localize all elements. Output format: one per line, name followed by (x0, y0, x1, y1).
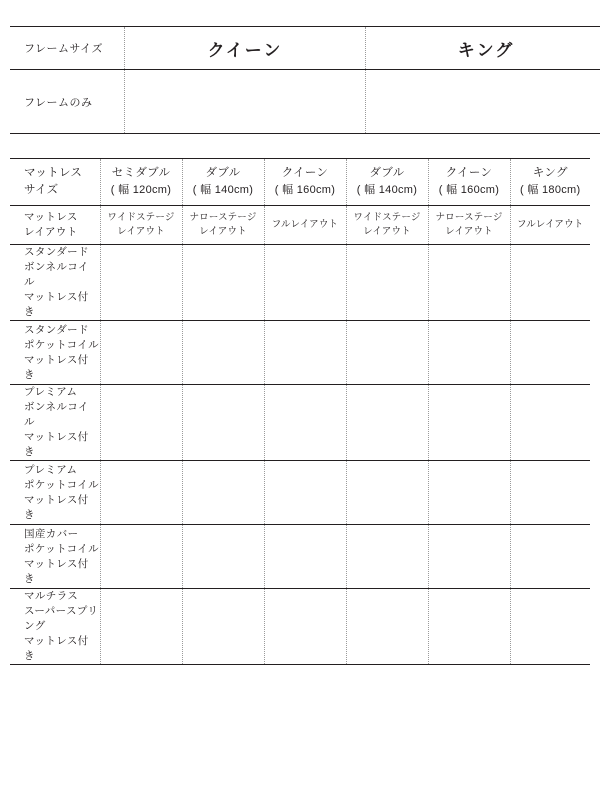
row-label-4-line3: マットレス付き (24, 493, 100, 523)
size-col-6-width: ( 幅 180cm) (511, 182, 591, 199)
mattress-size-header-label-line2: サイズ (24, 182, 100, 199)
cell-r2c5 (428, 321, 510, 385)
mattress-layout-label-line1: マットレス (24, 210, 100, 225)
size-col-3-name: クイーン (265, 165, 346, 182)
size-col-2-name: ダブル (183, 165, 264, 182)
cell-r6c1 (100, 589, 182, 665)
row-label-4 (10, 461, 100, 525)
size-col-1 (100, 159, 182, 206)
frame-size-column-queen: クイーン (125, 27, 366, 70)
cell-r2c6 (510, 321, 590, 385)
frame-size-table (10, 26, 600, 134)
layout-cell-6 (510, 206, 590, 245)
size-col-5 (428, 159, 510, 206)
cell-r2c3 (264, 321, 346, 385)
cell-r3c4 (346, 385, 428, 461)
size-col-3 (264, 159, 346, 206)
size-col-6-name: キング (511, 165, 591, 182)
cell-r2c2 (182, 321, 264, 385)
row-label-3-line3: マットレス付き (24, 430, 100, 460)
layout-cell-3-line1: フルレイアウト (265, 218, 346, 232)
size-col-2-width: ( 幅 140cm) (183, 182, 264, 199)
layout-cell-4-line2: レイアウト (347, 225, 428, 239)
cell-r6c3 (264, 589, 346, 665)
row-label-4-line1: プレミアム (24, 463, 100, 478)
table-row (10, 525, 590, 589)
frame-only-label: フレームのみ (10, 70, 125, 134)
size-col-6 (510, 159, 590, 206)
cell-r5c4 (346, 525, 428, 589)
layout-cell-2-line2: レイアウト (183, 225, 264, 239)
cell-r3c1 (100, 385, 182, 461)
row-label-3-line1: プレミアム (24, 385, 100, 400)
size-col-4 (346, 159, 428, 206)
cell-r6c5 (428, 589, 510, 665)
layout-cell-2 (182, 206, 264, 245)
layout-cell-1-line1: ワイドステージ (101, 211, 182, 225)
row-label-6-line2: スーパースプリング (24, 604, 100, 634)
cell-r4c4 (346, 461, 428, 525)
row-label-6-line1: マルチラス (24, 589, 100, 604)
table-row (10, 321, 590, 385)
cell-r3c5 (428, 385, 510, 461)
table-row (10, 385, 590, 461)
row-label-5-line1: 国産カバー (24, 527, 100, 542)
frame-size-header-row (10, 27, 600, 70)
mattress-spec-table (10, 158, 590, 665)
cell-r5c5 (428, 525, 510, 589)
cell-r4c6 (510, 461, 590, 525)
layout-cell-1 (100, 206, 182, 245)
cell-r5c2 (182, 525, 264, 589)
row-label-1-line2: ボンネルコイル (24, 260, 100, 290)
layout-cell-1-line2: レイアウト (101, 225, 182, 239)
cell-r6c2 (182, 589, 264, 665)
cell-r5c6 (510, 525, 590, 589)
cell-r1c6 (510, 245, 590, 321)
mattress-layout-label-line2: レイアウト (24, 225, 100, 240)
row-label-1-line1: スタンダード (24, 245, 100, 260)
cell-r1c4 (346, 245, 428, 321)
cell-r4c1 (100, 461, 182, 525)
row-label-1 (10, 245, 100, 321)
size-col-1-width: ( 幅 120cm) (101, 182, 182, 199)
cell-r1c1 (100, 245, 182, 321)
layout-cell-4-line1: ワイドステージ (347, 211, 428, 225)
mattress-size-header-label (10, 159, 100, 206)
frame-only-cell-queen (125, 70, 366, 134)
row-label-2-line3: マットレス付き (24, 353, 100, 383)
row-label-2-line2: ポケットコイル (24, 338, 100, 353)
cell-r3c6 (510, 385, 590, 461)
row-label-5 (10, 525, 100, 589)
cell-r4c5 (428, 461, 510, 525)
layout-cell-5-line1: ナローステージ (429, 211, 510, 225)
mattress-layout-row (10, 206, 590, 245)
cell-r3c2 (182, 385, 264, 461)
cell-r6c4 (346, 589, 428, 665)
layout-cell-2-line1: ナローステージ (183, 211, 264, 225)
row-label-1-line3: マットレス付き (24, 290, 100, 320)
cell-r3c3 (264, 385, 346, 461)
mattress-layout-label (10, 206, 100, 245)
frame-size-header-label: フレームサイズ (10, 27, 125, 70)
size-col-3-width: ( 幅 160cm) (265, 182, 346, 199)
cell-r2c1 (100, 321, 182, 385)
row-label-4-line2: ポケットコイル (24, 478, 100, 493)
cell-r5c1 (100, 525, 182, 589)
cell-r5c3 (264, 525, 346, 589)
cell-r6c6 (510, 589, 590, 665)
row-label-2-line1: スタンダード (24, 323, 100, 338)
row-label-2 (10, 321, 100, 385)
layout-cell-4 (346, 206, 428, 245)
frame-only-row (10, 70, 600, 134)
size-col-4-name: ダブル (347, 165, 428, 182)
layout-cell-5-line2: レイアウト (429, 225, 510, 239)
size-col-5-width: ( 幅 160cm) (429, 182, 510, 199)
layout-cell-5 (428, 206, 510, 245)
row-label-3 (10, 385, 100, 461)
row-label-6-line3: マットレス付き (24, 634, 100, 664)
layout-cell-6-line1: フルレイアウト (511, 218, 591, 232)
mattress-size-header-row (10, 159, 590, 206)
cell-r1c5 (428, 245, 510, 321)
size-col-2 (182, 159, 264, 206)
cell-r1c3 (264, 245, 346, 321)
row-label-5-line2: ポケットコイル (24, 542, 100, 557)
size-col-5-name: クイーン (429, 165, 510, 182)
cell-r4c3 (264, 461, 346, 525)
spec-table-page (0, 26, 600, 791)
row-label-6 (10, 589, 100, 665)
frame-only-cell-king (366, 70, 600, 134)
frame-size-column-king: キング (366, 27, 600, 70)
cell-r1c2 (182, 245, 264, 321)
size-col-1-name: セミダブル (101, 165, 182, 182)
cell-r4c2 (182, 461, 264, 525)
cell-r2c4 (346, 321, 428, 385)
size-col-4-width: ( 幅 140cm) (347, 182, 428, 199)
mattress-size-header-label-line1: マットレス (24, 165, 100, 182)
table-row (10, 245, 590, 321)
layout-cell-3 (264, 206, 346, 245)
table-row (10, 461, 590, 525)
row-label-3-line2: ボンネルコイル (24, 400, 100, 430)
table-row (10, 589, 590, 665)
row-label-5-line3: マットレス付き (24, 557, 100, 587)
